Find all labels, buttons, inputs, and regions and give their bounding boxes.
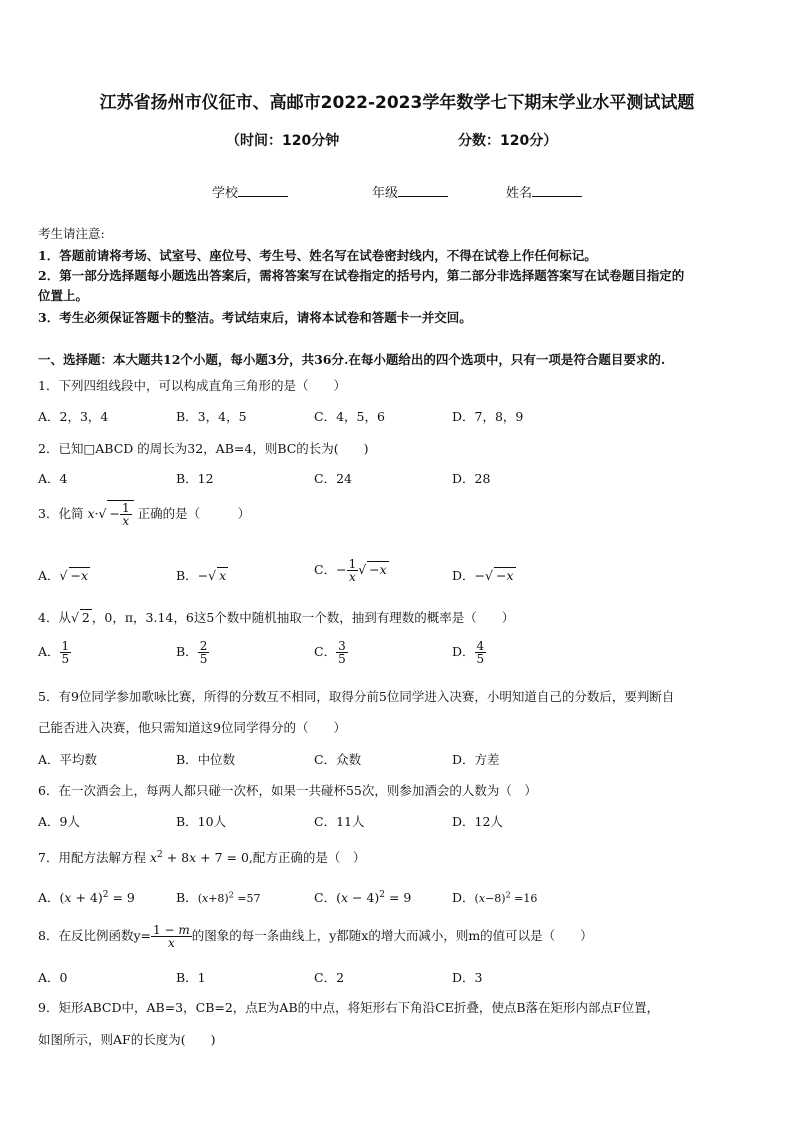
notice-item: 1．答题前请将考场、试室号、座位号、考生号、姓名写在试卷密封线内，不得在试卷上作任何标记。 — [38, 248, 597, 263]
exam-score: 分数：120分） — [458, 133, 558, 149]
exam-title: 江苏省扬州市仪征市、高邮市2022-2023学年数学七下期末学业水平测试试题 — [99, 93, 695, 113]
q6-option-a[interactable]: A．9人 — [38, 814, 80, 829]
q8-option-c[interactable]: C．2 — [314, 970, 345, 985]
q4-option-a[interactable]: A． $\frac{1}{5}$ — [38, 639, 70, 666]
q7-equation: $x^2 + 8x + 7 = 0$, — [149, 849, 253, 865]
q5-option-a[interactable]: A．平均数 — [38, 752, 98, 767]
question-9-line-2: 如图所示，则AF的长度为( ) — [38, 1032, 216, 1047]
grade-blank[interactable] — [398, 184, 448, 197]
q2-option-a[interactable]: A．4 — [38, 471, 68, 486]
q3-option-b[interactable]: B．−√ x — [176, 568, 227, 583]
school-blank[interactable] — [238, 184, 288, 197]
q2-option-c[interactable]: C．24 — [314, 471, 352, 486]
q7-option-a[interactable]: A．$(x + 4)^2 = 9$ — [38, 889, 135, 905]
q6-option-d[interactable]: D．12人 — [452, 814, 503, 829]
notice-item: 位置上。 — [38, 288, 89, 303]
exam-time: （时间：120分钟 — [226, 133, 340, 149]
name-field: 姓名 — [506, 182, 582, 201]
q3-option-a[interactable]: A．√ −x — [38, 568, 89, 583]
q8-option-a[interactable]: A．0 — [38, 970, 68, 985]
q7-option-b[interactable]: B．$(x+8)^2 =57$ — [176, 890, 261, 905]
q1-option-c[interactable]: C．4，5，6 — [314, 409, 385, 424]
question-6: 6．在一次酒会上，每两人都只碰一次杯，如果一共碰杯55次，则参加酒会的人数为（ ） — [38, 783, 537, 798]
q5-option-b[interactable]: B．中位数 — [176, 752, 236, 767]
q6-option-b[interactable]: B．10人 — [176, 814, 227, 829]
question-5-line-1: 5．有9位同学参加歌咏比赛，所得的分数互不相同，取得分前5位同学进入决赛，小明知道自己的分数后，要判断自 — [38, 689, 675, 704]
q4-option-b[interactable]: B． $\frac{2}{5}$ — [176, 639, 208, 666]
q3-option-d[interactable]: D．−√ −x — [452, 568, 514, 583]
q4-option-d[interactable]: D． $\frac{4}{5}$ — [452, 639, 485, 666]
q7-option-d[interactable]: D．$(x-8)^2 =16$ — [452, 890, 538, 905]
q8-option-b[interactable]: B．1 — [176, 970, 206, 985]
q1-option-a[interactable]: A．2，3，4 — [38, 409, 109, 424]
q1-option-d[interactable]: D．7，8，9 — [452, 409, 524, 424]
q1-option-b[interactable]: B．3，4，5 — [176, 409, 247, 424]
notice-item: 3．考生必须保证答题卡的整洁。考试结束后，请将本试卷和答题卡一并交回。 — [38, 310, 472, 325]
section-heading: 一、选择题：本大题共12个小题，每小题3分，共36分.在每小题给出的四个选项中，只有一项是符合题目要求的. — [38, 352, 666, 367]
notice-item: 2．第一部分选择题每小题选出答案后，需将答案写在试卷指定的括号内，第二部分非选择题答案写在试卷题目指定的 — [38, 268, 685, 283]
question-7: 7．用配方法解方程 $x^2 + 8x + 7 = 0$,配方正确的是（ ） — [38, 849, 366, 865]
q6-option-c[interactable]: C．11人 — [314, 814, 365, 829]
q5-option-c[interactable]: C．众数 — [314, 752, 362, 767]
question-3: 3．化简 x·√ − $\frac{1}{x}$ 正确的是（ ） — [38, 501, 251, 528]
question-2: 2．已知□ABCD 的周长为32，AB=4，则BC的长为( ) — [38, 441, 369, 456]
q3-option-c[interactable]: C．− $\frac{1}{x}$ √ −x — [314, 557, 387, 584]
question-9-line-1: 9．矩形ABCD中，AB=3，CB=2，点E为AB的中点，将矩形右下角沿CE折叠，使点B落在矩形内部点F位置， — [38, 1000, 660, 1015]
question-4: 4．从√ 2 ，0，π，3.14，6这5个数中随机抽取一个数，抽到有理数的概率是（ ） — [38, 610, 515, 625]
question-5-line-2: 己能否进入决赛，他只需知道这9位同学得分的（ ） — [38, 720, 346, 735]
school-field: 学校 — [212, 182, 288, 201]
q4-option-c[interactable]: C． $\frac{3}{5}$ — [314, 639, 346, 666]
name-blank[interactable] — [532, 184, 582, 197]
question-1: 1．下列四组线段中，可以构成直角三角形的是（ ） — [38, 378, 346, 393]
q8-option-d[interactable]: D．3 — [452, 970, 483, 985]
q2-option-d[interactable]: D．28 — [452, 471, 491, 486]
question-8: 8．在反比例函数y= $\frac{1 - m}{x}$ 的图象的每一条曲线上，y都随x的增大而减小，则m的值可以是（ ） — [38, 923, 593, 950]
q3-expression: x·√ − $\frac{1}{x}$ — [87, 506, 133, 521]
q2-option-b[interactable]: B．12 — [176, 471, 214, 486]
q7-option-c[interactable]: C．$(x - 4)^2 = 9$ — [314, 889, 412, 905]
notice-heading: 考生请注意: — [38, 226, 105, 241]
q5-option-d[interactable]: D．方差 — [452, 752, 500, 767]
grade-field: 年级 — [372, 182, 448, 201]
